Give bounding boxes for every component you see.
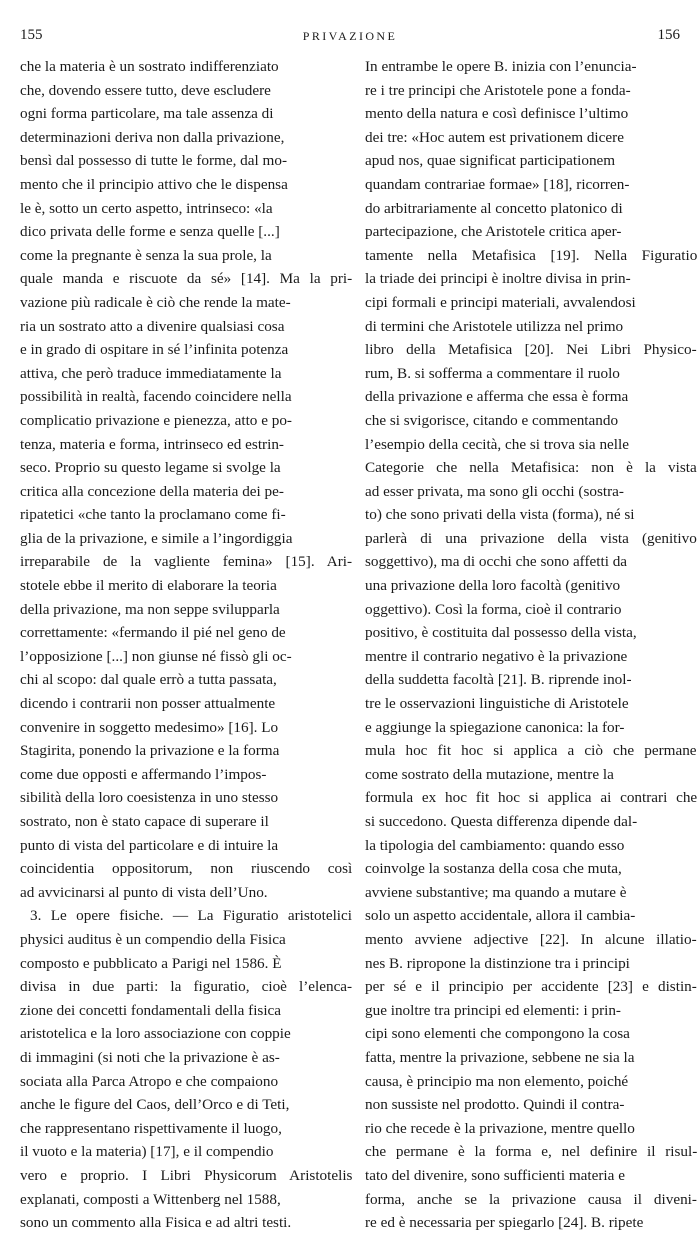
text-line: una privazione della loro facoltà (genitivo: [365, 577, 621, 595]
text-line: chi al scopo: dal quale errò a tutta passata,: [20, 671, 277, 689]
text-line: quale manda e riscuote da sé» [14]. Ma la pri-: [20, 270, 353, 288]
text-line: divisa in due parti: la figuratio, cioè l’elenca-: [20, 978, 353, 996]
text-line: coinvolge la sostanza della cosa che muta,: [365, 860, 622, 878]
text-line: per sé e il principio per accidente [23] e distin-: [365, 978, 697, 996]
text-line: della privazione, ma non seppe svilupparla: [20, 600, 280, 618]
text-line: come due opposti e affermando l’impos-: [20, 765, 267, 783]
text-line: la triade dei principi è inoltre divisa in prin-: [365, 270, 631, 288]
text-line: mento avviene adjective [22]. In alcune illatio-: [365, 930, 697, 948]
text-line: quandam contrariae formae» [18], ricorren-: [365, 175, 630, 193]
text-line: zione dei concetti fondamentali della fisica: [20, 1001, 282, 1019]
text-line: re i tre principi che Aristotele pone a fonda-: [365, 81, 631, 99]
text-line: ripatetici «che tanto la proclamano come fi-: [20, 506, 286, 524]
text-line: che rappresentano rispettivamente il luogo,: [20, 1119, 282, 1137]
text-line: punto di vista del particolare e di intuire la: [20, 836, 279, 854]
text-line: to) che sono privati della vista (forma), né si: [365, 506, 635, 524]
text-line: di immagini (si noti che la privazione è as-: [20, 1048, 280, 1066]
text-line: che si svigorisce, citando e commentando: [365, 411, 619, 429]
text-line: correttamente: «fermando il pié nel geno de: [20, 624, 286, 642]
text-line: ria un sostrato atto a divenire qualsiasi cosa: [20, 317, 285, 335]
text-line: mento della natura e così definisce l’ultimo: [365, 105, 629, 123]
text-line: nes B. ripropone la distinzione tra i principi: [365, 954, 630, 972]
text-line: tato del divenire, sono sufficienti materia e: [365, 1166, 625, 1184]
text-line: dicendo i contrarii non posser attualmente: [20, 695, 276, 713]
text-line: determinazioni deriva non dalla privazione,: [20, 128, 285, 146]
text-line: formula ex hoc fit hoc si applica ai contrari che: [365, 789, 698, 807]
text-line: complicatio privazione e pienezza, atto e po-: [20, 411, 292, 429]
text-line: ogni forma particolare, ma tale assenza di: [20, 105, 274, 123]
text-line: non sussiste nel prodotto. Quindi il contra-: [365, 1096, 625, 1114]
text-line: mentre il contrario negativo è la privazione: [365, 647, 628, 665]
text-line: convenire in soggetto medesimo» [16]. Lo: [20, 718, 279, 736]
left-text-column: [20, 55, 352, 1235]
text-line: forma, anche se la privazione causa il diveni-: [365, 1190, 697, 1208]
text-line: physici auditus è un compendio della Fisica: [20, 930, 286, 948]
text-line: 3. Le opere fisiche. — La Figuratio aristotelici: [30, 907, 352, 925]
text-line: tenza, materia e forma, intrinseco ed estrin-: [20, 435, 284, 453]
text-line: fatta, mentre la privazione, sebbene ne sia la: [365, 1048, 635, 1066]
text-line: cipi sono elementi che compongono la cosa: [365, 1025, 630, 1043]
text-line: composto e pubblicato a Parigi nel 1586. È: [20, 954, 282, 972]
text-line: possibilità in realtà, facendo coincidere nella: [20, 388, 292, 406]
text-line: come la pregnante è senza la sua prole, la: [20, 246, 272, 264]
text-line: anche le figure del Caos, dell’Orco e di Teti,: [20, 1096, 290, 1114]
text-line: come sostrato della mutazione, mentre la: [365, 765, 614, 783]
text-line: do arbitrariamente al concetto platonico di: [365, 199, 623, 217]
text-line: bensì dal possesso di tutte le forme, dal mo-: [20, 152, 287, 170]
text-line: mula hoc fit hoc si applica a ciò che permane: [365, 742, 697, 760]
text-line: sociata alla Parca Atropo e che compaiono: [20, 1072, 279, 1090]
text-line: apud nos, quae significat participationem: [365, 152, 616, 170]
text-line: rum, B. si sofferma a commentare il ruolo: [365, 364, 620, 382]
text-line: avviene substantive; ma quando a mutare è: [365, 883, 627, 901]
text-line: gue inoltre tra principi ed elementi: i prin-: [365, 1001, 621, 1019]
text-line: dico privata delle forme e senza quelle [...]: [20, 223, 280, 241]
text-line: In entrambe le opere B. inizia con l’enuncia-: [365, 58, 637, 75]
text-line: ad avvicinarsi al punto di vista dell’Uno.: [20, 883, 268, 901]
text-line: positivo, è costituita dal possesso della vista,: [365, 624, 637, 642]
text-line: della suddetta facoltà [21]. B. riprende inol-: [365, 671, 632, 689]
text-line: mento che il principio attivo che le dispensa: [20, 175, 288, 193]
text-line: Categorie che nella Metafisica: non è la vista: [365, 459, 697, 477]
text-line: partecipazione, che Aristotele critica aper-: [365, 223, 622, 241]
text-line: seco. Proprio su questo legame si svolge la: [20, 459, 281, 477]
text-line: stotele ebbe il merito di elaborare la teoria: [20, 577, 277, 595]
text-line: attiva, che però traduce immediatamente la: [20, 364, 282, 382]
text-line: della privazione e afferma che essa è forma: [365, 388, 629, 406]
text-line: explanati, composti a Wittenberg nel 1588,: [20, 1190, 281, 1208]
text-line: soggettivo), ma di occhi che sono affetti da: [365, 553, 628, 571]
text-line: parlerà di una privazione della vista (genitivo: [365, 529, 697, 547]
running-title: PRIVAZIONE: [302, 29, 398, 43]
text-line: sibilità della loro coesistenza in uno stesso: [20, 789, 279, 807]
page-number-left: 155: [20, 27, 43, 43]
text-line: causa, è principio ma non elemento, poiché: [365, 1072, 629, 1090]
text-line: glia de la privazione, e simile a l’ingordiggia: [20, 529, 293, 547]
text-line: e in grado di ospitare in sé l’infinita potenza: [20, 341, 289, 359]
text-line: l’esempio della cecità, che si trova sia nelle: [365, 435, 629, 453]
text-line: cipi formali e principi materiali, avvalendosi: [365, 293, 636, 311]
text-line: tamente nella Metafisica [19]. Nella Figuratio: [365, 246, 698, 264]
text-line: solo un aspetto accidentale, allora il cambia-: [365, 907, 636, 925]
text-line: ad esser privata, ma sono gli occhi (sostra-: [365, 482, 624, 500]
text-line: l’opposizione [...] non giunse né fissò gli oc-: [20, 647, 292, 665]
right-text-column: [365, 55, 697, 1235]
text-line: vazione più radicale è ciò che rende la mate-: [20, 293, 291, 311]
text-line: irreparabile de la vagliente femina» [15]. Ari-: [20, 553, 353, 571]
text-line: di termini che Aristotele utilizza nel primo: [365, 317, 624, 335]
text-line: le è, sotto un certo aspetto, intrinseco: «la: [20, 199, 273, 217]
text-line: oggettivo). Così la forma, cioè il contrario: [365, 600, 622, 618]
text-line: che la materia è un sostrato indifferenziato: [20, 58, 279, 75]
text-line: sostrato, non è stato capace di superare il: [20, 813, 269, 830]
text-line: si succedono. Questa differenza dipende dal-: [365, 813, 638, 830]
text-line: sono un commento alla Fisica e ad altri testi.: [20, 1214, 292, 1232]
text-line: re ed è necessaria per spiegarlo [24]. B. ripete: [365, 1214, 644, 1232]
text-line: la tipologia del cambiamento: quando esso: [365, 836, 625, 854]
text-line: aristotelica e la loro associazione con coppie: [20, 1025, 291, 1043]
text-line: tre le osservazioni linguistiche di Aristotele: [365, 695, 629, 713]
text-line: coincidentia oppositorum, non riuscendo così: [20, 860, 353, 878]
text-line: Stagirita, ponendo la privazione e la forma: [20, 742, 280, 760]
text-line: vero e proprio. I Libri Physicorum Aristotelis: [20, 1166, 353, 1184]
text-line: che permane è la forma e, nel definire il risul-: [365, 1143, 698, 1161]
page-number-right: 156: [657, 27, 680, 43]
text-line: il vuoto e la materia) [17], e il compendio: [20, 1143, 274, 1161]
text-line: che, dovendo essere tutto, deve escludere: [20, 81, 271, 99]
text-line: libro della Metafisica [20]. Nei Libri Physico-: [365, 341, 697, 359]
text-line: dei tre: «Hoc autem est privationem dicere: [365, 128, 624, 146]
text-line: rio che recede è la privazione, mentre quello: [365, 1119, 635, 1137]
text-line: critica alla concezione della materia dei pe-: [20, 482, 284, 500]
text-line: e aggiunge la spiegazione canonica: la for-: [365, 718, 625, 736]
